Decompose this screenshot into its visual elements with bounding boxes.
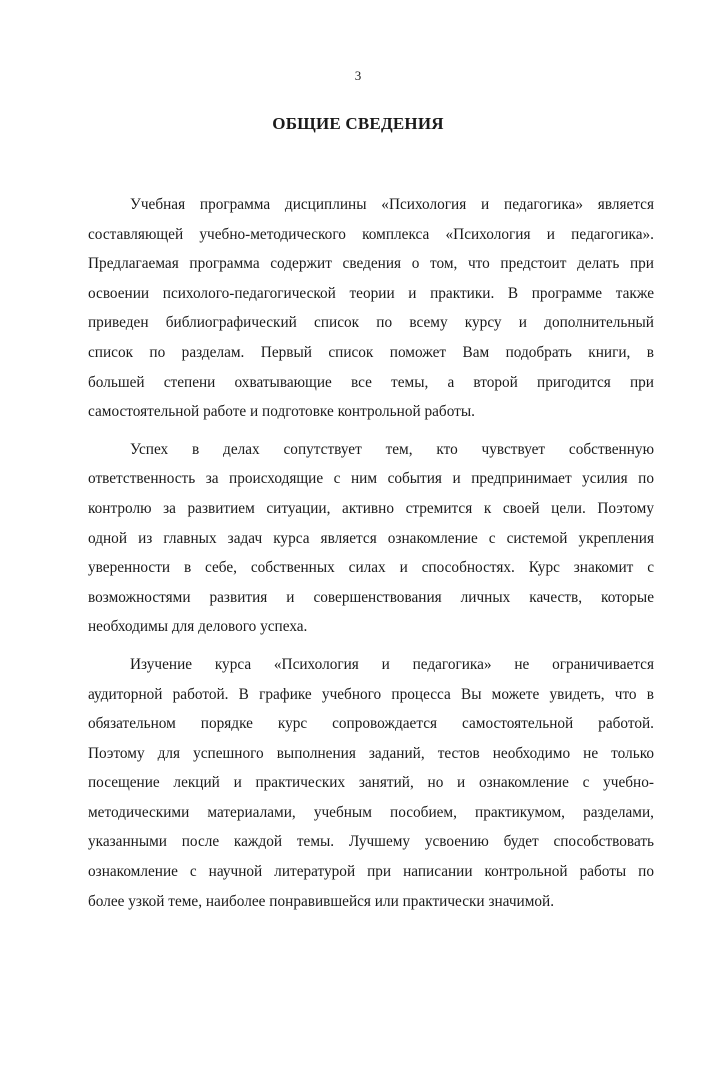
paragraph bbox=[88, 650, 654, 916]
text-line: необходимы для делового успеха. bbox=[88, 618, 308, 636]
text-line: посещение лекций и практических занятий, но и ознакомление с учебно- bbox=[88, 774, 654, 792]
page-number: 3 bbox=[354, 68, 362, 83]
text-line: указанными после каждой темы. Лучшему усвоению будет способствовать bbox=[88, 833, 654, 851]
section-heading: ОБЩИЕ СВЕДЕНИЯ bbox=[272, 114, 444, 133]
text-line: ответственность за происходящие с ним события и предпринимает усилия по bbox=[88, 470, 654, 488]
text-line: возможностями развития и совершенствования личных качеств, которые bbox=[88, 588, 654, 606]
text-line: одной из главных задач курса является ознакомление с системой укрепления bbox=[88, 529, 654, 547]
text-line: Изучение курса «Психология и педагогика» не ограничивается bbox=[130, 655, 654, 673]
text-line: освоении психолого-педагогической теории и практики. В программе также bbox=[88, 284, 654, 302]
text-line: ознакомление с научной литературой при написании контрольной работы по bbox=[88, 863, 654, 881]
paragraph bbox=[88, 435, 654, 642]
text-line: аудиторной работой. В графике учебного процесса Вы можете увидеть, что в bbox=[88, 685, 654, 703]
text-line: Предлагаемая программа содержит сведения о том, что предстоит делать при bbox=[88, 255, 654, 273]
text-line: более узкой теме, наиболее понравившейся или практически значимой. bbox=[88, 892, 555, 910]
text-line: составляющей учебно-методического комплекса «Психология и педагогика». bbox=[88, 225, 654, 243]
text-line: Учебная программа дисциплины «Психология и педагогика» является bbox=[130, 196, 654, 213]
paragraph-gap bbox=[88, 427, 654, 435]
text-line: Поэтому для успешного выполнения заданий, тестов необходимо не только bbox=[88, 744, 654, 762]
body-text bbox=[88, 190, 654, 916]
text-line: большей степени охватывающие все темы, а второй пригодится при bbox=[88, 373, 654, 391]
text-line: обязательном порядке курс сопровождается самостоятельной работой. bbox=[88, 715, 654, 733]
text-line: самостоятельной работе и подготовке контрольной работы. bbox=[88, 403, 475, 421]
text-line: контролю за развитием ситуации, активно стремится к своей цели. Поэтому bbox=[88, 499, 654, 517]
text-line: методическими материалами, учебным пособием, практикумом, разделами, bbox=[88, 803, 654, 821]
text-line: список по разделам. Первый список поможет Вам подобрать книги, в bbox=[88, 343, 654, 361]
paragraph bbox=[88, 190, 654, 427]
text-line: Успех в делах сопутствует тем, кто чувствует собственную bbox=[130, 440, 654, 458]
paragraph-gap bbox=[88, 642, 654, 650]
text-line: уверенности в себе, собственных силах и способностях. Курс знакомит с bbox=[88, 559, 654, 577]
text-line: приведен библиографический список по всему курсу и дополнительный bbox=[88, 314, 654, 332]
